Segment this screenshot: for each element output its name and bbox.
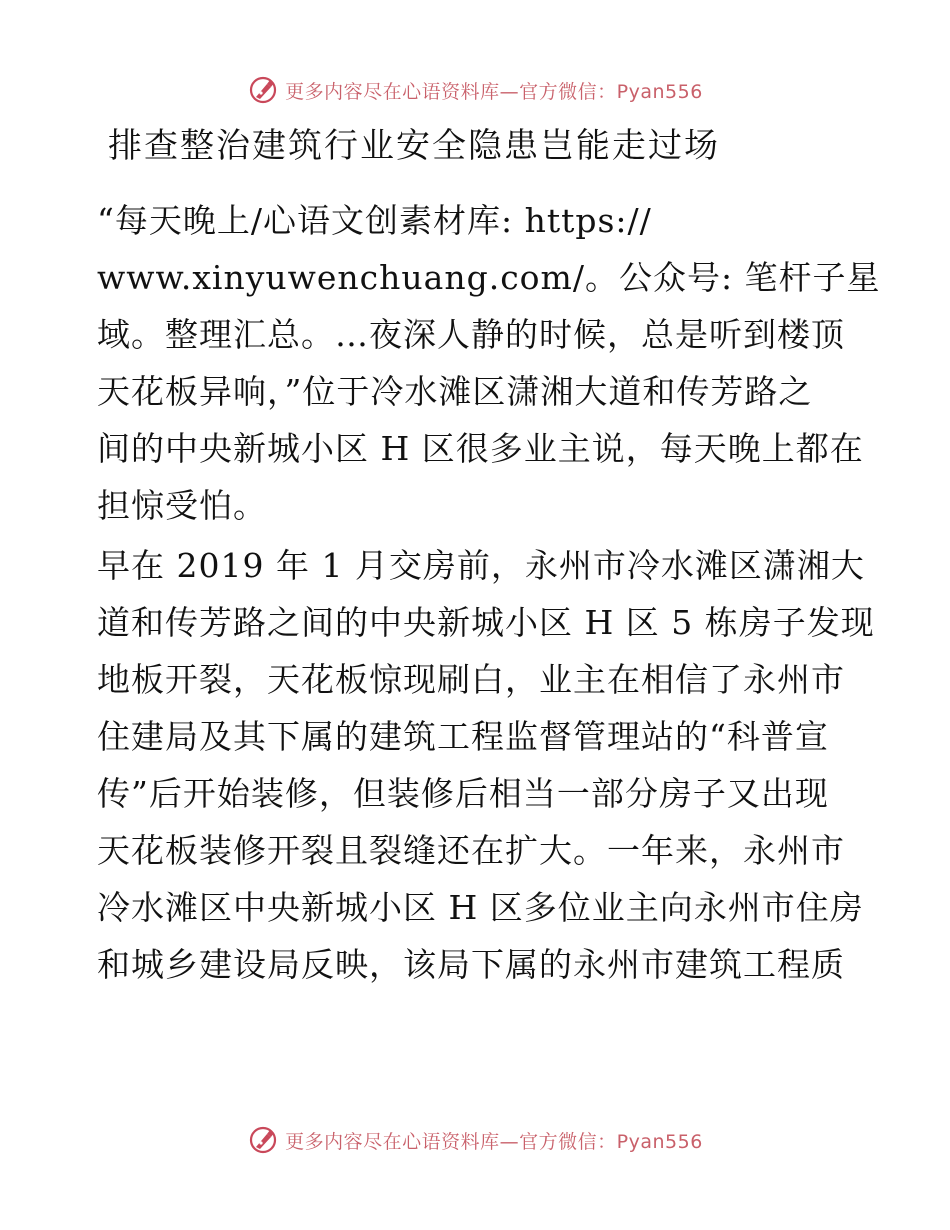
paragraph-line: 域。整理汇总。…夜深人静的时候，总是听到楼顶	[97, 315, 845, 354]
footer-banner-text: 更多内容尽在心语资料库—官方微信：Pyan556	[285, 1130, 703, 1153]
paragraph-line: “每天晚上/心语文创素材库: https://	[97, 201, 652, 240]
paragraph-line: 地板开裂，天花板惊现刷白，业主在相信了永州市	[97, 660, 845, 699]
document-title: 排查整治建筑行业安全隐患岂能走过场	[108, 126, 720, 166]
paragraph-line: 传”后开始装修，但装修后相当一部分房子又出现	[97, 774, 829, 813]
paragraph-line: 天花板异响，”位于冷水滩区潇湘大道和传芳路之	[97, 372, 813, 411]
paragraph-line: 冷水滩区中央新城小区 H 区多位业主向永州市住房	[97, 888, 864, 927]
paragraph-line: 道和传芳路之间的中央新城小区 H 区 5 栋房子发现	[97, 603, 875, 642]
footer-banner	[0, 1122, 950, 1158]
paragraph-line: 和城乡建设局反映，该局下属的永州市建筑工程质	[97, 945, 845, 984]
paragraph-line: 天花板装修开裂且裂缝还在扩大。一年来，永州市	[97, 831, 845, 870]
paragraph-line: 担惊受怕。	[97, 486, 267, 525]
paragraph-line: 早在 2019 年 1 月交房前，永州市冷水滩区潇湘大	[97, 546, 865, 585]
paragraph-1	[97, 192, 881, 534]
pen-nib-circle-logo-icon	[247, 1124, 279, 1156]
header-banner	[0, 72, 950, 108]
header-banner-text: 更多内容尽在心语资料库—官方微信：Pyan556	[285, 80, 703, 103]
paragraph-line: 住建局及其下属的建筑工程监督管理站的“科普宣	[97, 717, 829, 756]
paragraph-line: www.xinyuwenchuang.com/。公众号: 笔杆子星	[97, 258, 881, 297]
paragraph-line: 间的中央新城小区 H 区很多业主说，每天晚上都在	[97, 429, 864, 468]
paragraph-2	[97, 537, 875, 993]
pen-nib-circle-logo-icon	[247, 74, 279, 106]
